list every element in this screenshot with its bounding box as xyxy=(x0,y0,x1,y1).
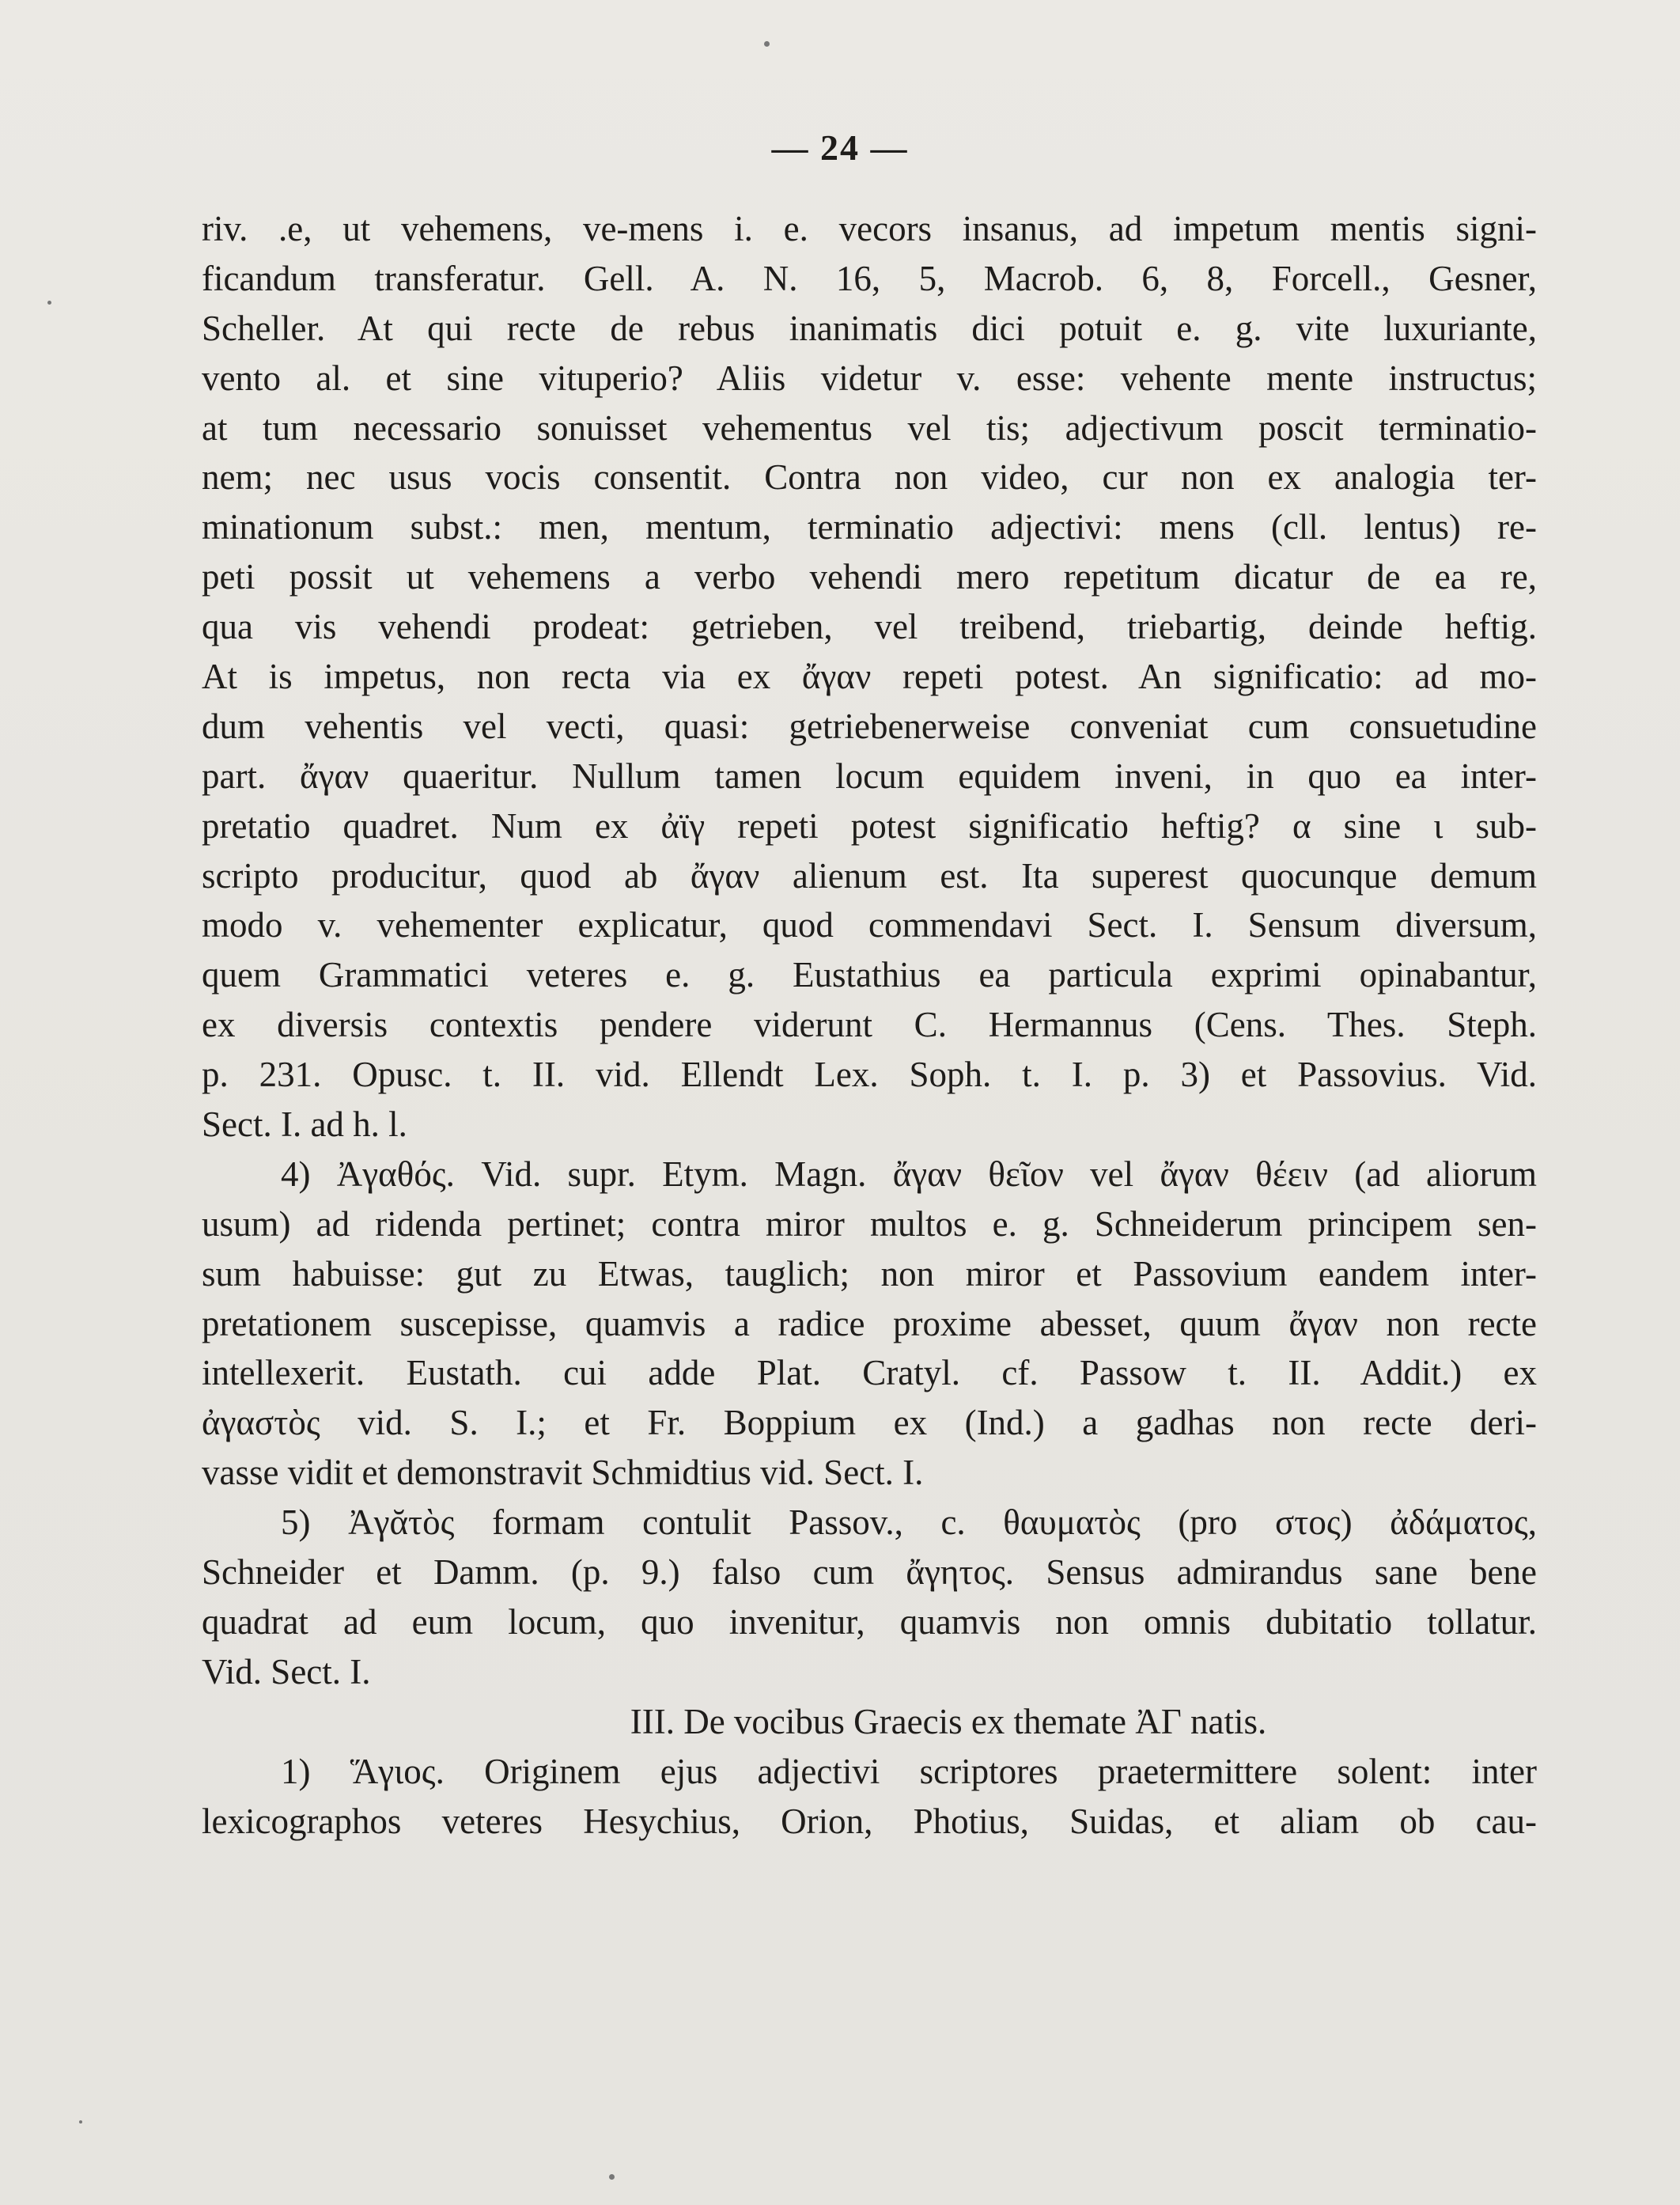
text-line: Sect. I. ad h. l. xyxy=(202,1104,407,1145)
text-line: ficandum transferatur. Gell. A. N. 16, 5, Macrob. 6, 8, Forcell., Gesner, xyxy=(202,258,1537,298)
paper-speck xyxy=(764,41,770,47)
text-line: nem; nec usus vocis consentit. Contra non video, cur non ex analogia ter- xyxy=(202,457,1537,498)
body-text xyxy=(202,204,1537,1846)
text-line: usum) ad ridenda pertinet; contra miror multos e. g. Schneiderum principem sen- xyxy=(202,1203,1537,1244)
text-line: Scheller. At qui recte de rebus inanimatis dici potuit e. g. vite luxuriante, xyxy=(202,308,1537,348)
text-line: intellexerit. Eustath. cui adde Plat. Cratyl. cf. Passow t. II. Addit.) ex xyxy=(202,1353,1537,1393)
text-line: quem Grammatici veteres e. g. Eustathius ea particula exprimi opinabantur, xyxy=(202,955,1537,995)
text-line: qua vis vehendi prodeat: getrieben, vel treibend, triebartig, deinde heftig. xyxy=(202,607,1537,647)
paragraph-start-line: 4) Ἀγαθός. Vid. supr. Etym. Magn. ἄγαν θεῖον vel ἄγαν θέειν (ad aliorum xyxy=(281,1154,1537,1194)
text-line: riv. .e, ut vehemens, ve-mens i. e. vecors insanus, ad impetum mentis signi- xyxy=(202,209,1537,248)
section-heading: III. De vocibus Graecis ex themate ἈΓ natis. xyxy=(630,1701,1267,1741)
text-line: ἀγαστὸς vid. S. I.; et Fr. Boppium ex (Ind.) a gadhas non recte deri- xyxy=(202,1403,1537,1443)
paragraph-start-line: 1) Ἅγιος. Originem ejus adjectivi scriptores praetermittere solent: inter xyxy=(281,1751,1537,1791)
text-line: part. ἄγαν quaeritur. Nullum tamen locum equidem inveni, in quo ea inter- xyxy=(202,756,1537,796)
paper-speck xyxy=(609,2174,615,2180)
text-line: pretationem suscepisse, quamvis a radice proxime abesset, quum ἄγαν non recte xyxy=(202,1303,1537,1343)
paper-speck xyxy=(47,301,51,305)
text-line: ex diversis contextis pendere viderunt C. Hermannus (Cens. Thes. Steph. xyxy=(202,1005,1537,1045)
text-line: at tum necessario sonuisset vehementus vel tis; adjectivum poscit terminatio- xyxy=(202,407,1537,448)
text-line: modo v. vehementer explicatur, quod commendavi Sect. I. Sensum diversum, xyxy=(202,905,1537,945)
text-line: peti possit ut vehemens a verbo vehendi mero repetitum dicatur de ea re, xyxy=(202,557,1537,597)
text-line: Vid. Sect. I. xyxy=(202,1651,371,1692)
text-line: minationum subst.: men, mentum, terminatio adjectivi: mens (cll. lentus) re- xyxy=(202,507,1537,547)
text-line: Schneider et Damm. (p. 9.) falso cum ἄγητος. Sensus admirandus sane bene xyxy=(202,1552,1537,1593)
text-line: lexicographos veteres Hesychius, Orion, Photius, Suidas, et aliam ob cau- xyxy=(202,1801,1537,1841)
paragraph-start-line: 5) Ἀγᾰτὸς formam contulit Passov., c. θαυματὸς (pro στος) ἀδάματος, xyxy=(281,1502,1537,1543)
text-line: p. 231. Opusc. t. II. vid. Ellendt Lex. Soph. t. I. p. 3) et Passovius. Vid. xyxy=(202,1055,1537,1095)
text-line: vento al. et sine vituperio? Aliis videtur v. esse: vehente mente instructus; xyxy=(202,358,1537,398)
paper-speck xyxy=(79,2120,82,2124)
text-line: vasse vidit et demonstravit Schmidtius vid. Sect. I. xyxy=(202,1453,924,1493)
text-line: dum vehentis vel vecti, quasi: getriebenerweise conveniat cum consuetudine xyxy=(202,706,1537,746)
text-line: pretatio quadret. Num ex ἀϊγ repeti potest significatio heftig? α sine ι sub- xyxy=(202,805,1537,846)
text-line: scripto producitur, quod ab ἄγαν alienum est. Ita superest quocunque demum xyxy=(202,855,1537,896)
text-line: At is impetus, non recta via ex ἄγαν repeti potest. An significatio: ad mo- xyxy=(202,657,1537,697)
text-line: sum habuisse: gut zu Etwas, tauglich; non miror et Passovium eandem inter- xyxy=(202,1253,1537,1294)
page-number: — 24 — xyxy=(771,127,909,168)
text-line: quadrat ad eum locum, quo invenitur, quamvis non omnis dubitatio tollatur. xyxy=(202,1601,1537,1642)
